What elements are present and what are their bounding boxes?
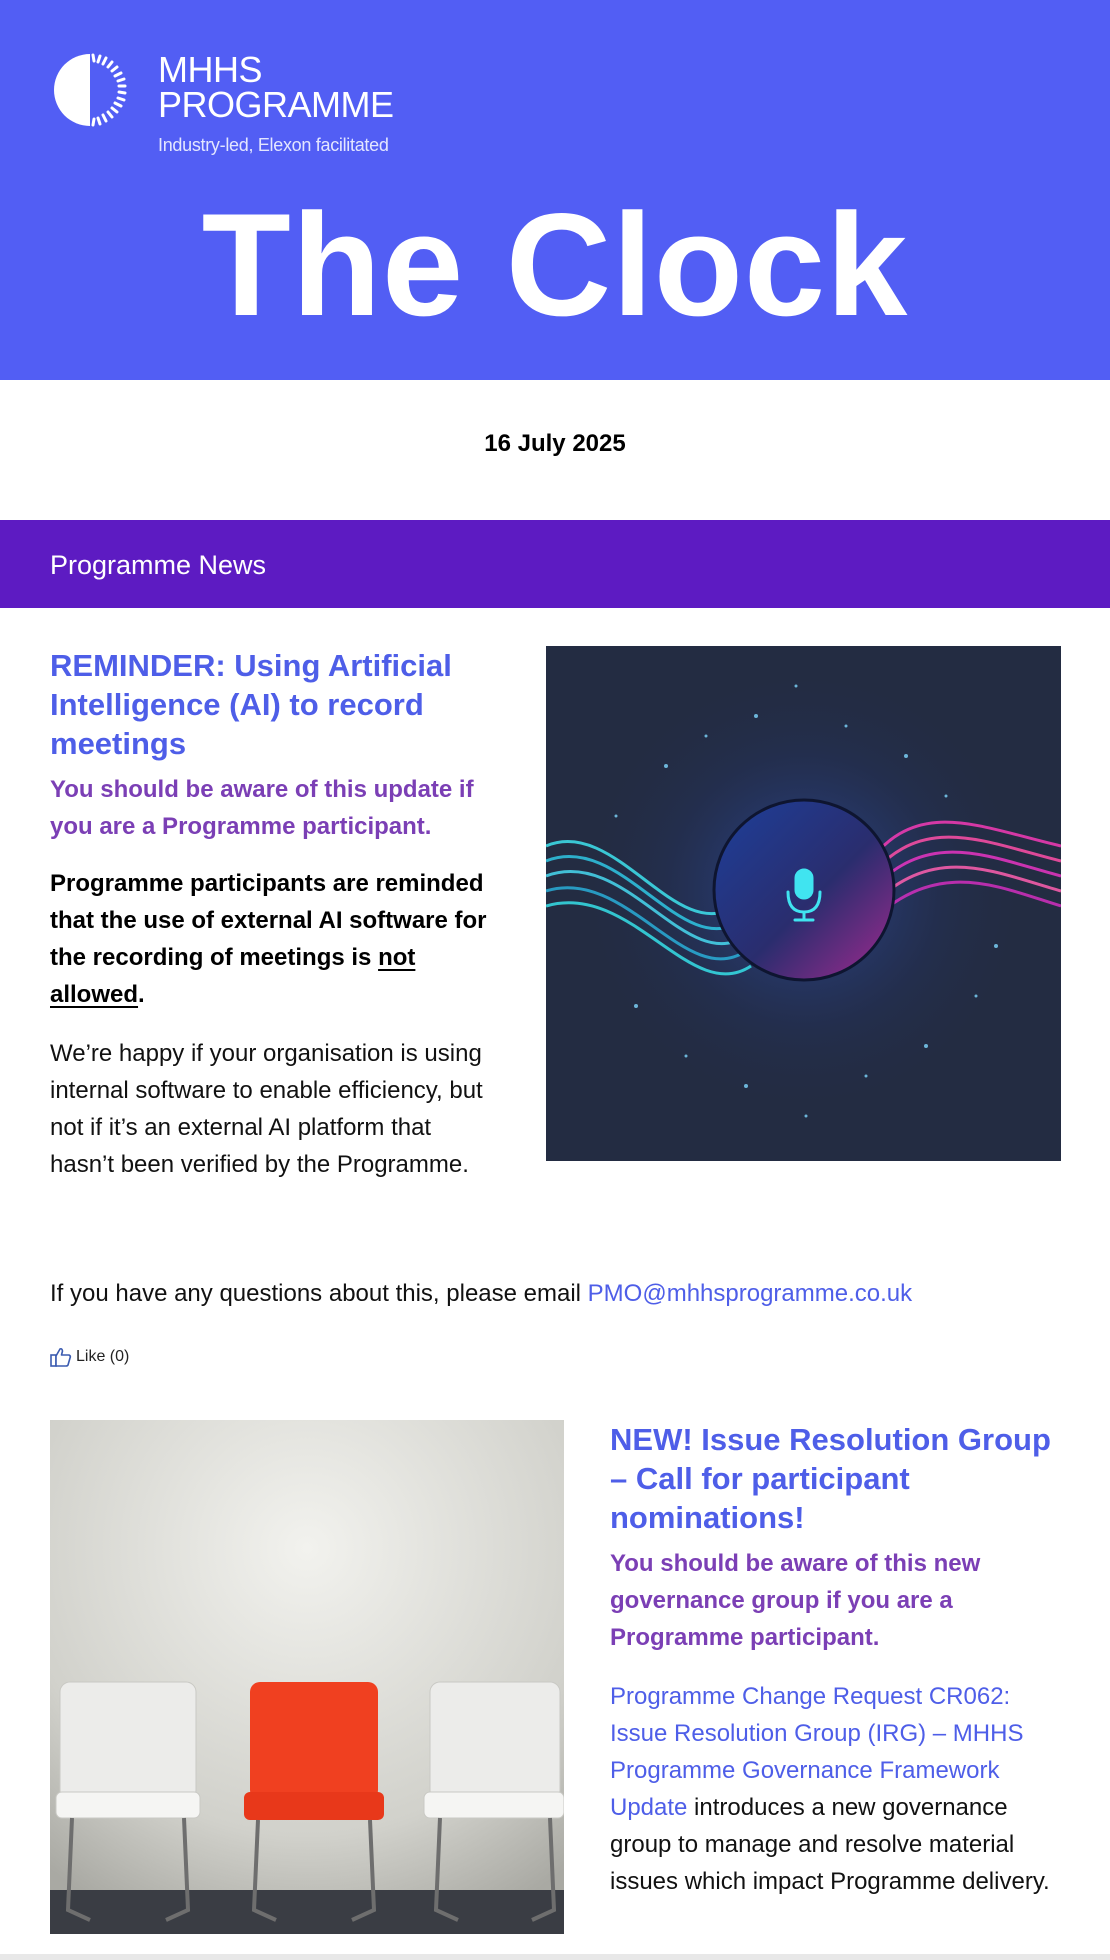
section-bar — [0, 520, 1110, 608]
article-title[interactable]: NEW! Issue Resolution Group – Call for participant nominations! — [610, 1422, 1051, 1535]
article-subtitle: You should be aware of this new governance group if you are a Programme participant. — [610, 1550, 981, 1651]
change-request-link[interactable]: Programme Change Request CR062: Issue Resolution Group (IRG) – MHHS Programme Governance Framework Update — [610, 1683, 1024, 1821]
questions-text: If you have any questions about this, please email — [50, 1280, 588, 1307]
newsletter-masthead: The Clock — [201, 183, 909, 346]
article-ai-recording — [50, 646, 490, 1183]
logo-tagline: Industry-led, Elexon facilitated — [158, 135, 389, 155]
article-body: We’re happy if your organisation is using internal software to enable efficiency, but not if it’s an external AI platform that hasn’t been verified by the Programme. — [50, 1040, 483, 1178]
header-banner — [0, 0, 1110, 380]
article-lead — [50, 865, 490, 1013]
questions-line — [50, 1275, 912, 1312]
body-text: introduces a new governance group to manage and resolve material issues which impact Programme delivery. — [610, 1794, 1050, 1895]
article-subtitle: You should be aware of this update if you are a Programme participant. — [50, 776, 474, 840]
programme-name — [158, 49, 394, 125]
bottom-divider — [0, 1954, 1110, 1960]
chairs-image — [50, 1420, 564, 1934]
article-title[interactable]: REMINDER: Using Artificial Intelligence (AI) to record meetings — [50, 648, 452, 761]
lead-text: Programme participants are reminded that the use of external AI software for the recording of meetings is — [50, 870, 487, 971]
programme-logo-icon — [48, 48, 132, 132]
lead-emphasis: not allowed — [50, 944, 416, 1008]
like-label: Like (0) — [76, 1348, 130, 1365]
like-button[interactable] — [50, 1347, 129, 1367]
article-body — [610, 1678, 1070, 1900]
issue-date: 16 July 2025 — [484, 430, 626, 457]
logo-line-2: PROGRAMME — [158, 84, 394, 125]
ai-voice-image — [546, 646, 1061, 1161]
lead-end: . — [138, 981, 145, 1008]
thumbs-up-icon — [50, 1347, 72, 1367]
email-link[interactable]: PMO@mhhsprogramme.co.uk — [587, 1280, 913, 1307]
logo-line-1: MHHS — [158, 49, 262, 90]
article-issue-resolution-group — [610, 1420, 1070, 1900]
section-title: Programme News — [50, 550, 267, 580]
